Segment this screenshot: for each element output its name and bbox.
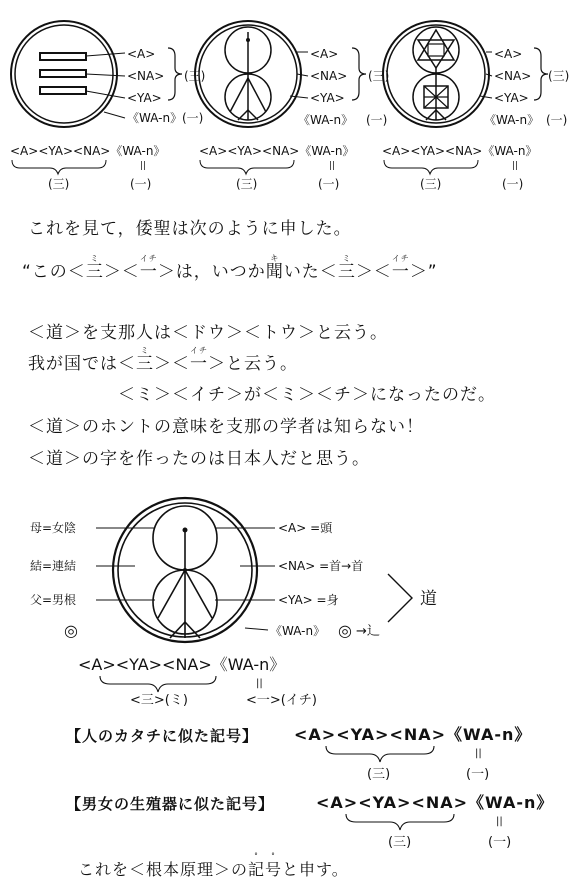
closing-line: これを＜根本原理＞の記°号°と申す。 <box>78 852 349 879</box>
ruby-ichi-1: 一イチ <box>139 254 158 282</box>
d2-brace-three: (三) <box>236 177 258 191</box>
text-line-7: ＜道＞の字を作ったのは日本人だと思う。 <box>28 449 370 469</box>
label-ya-body: <YA> =身 <box>278 593 339 607</box>
d2-brace-one: (一) <box>318 177 340 191</box>
row-2-three: (三) <box>388 835 412 850</box>
double-circle-right: ◎ <box>338 621 352 640</box>
big-formula: <A><YA><NA>《WA-n》 <box>78 655 286 674</box>
d3-label-a: <A> <box>494 47 523 61</box>
d2-label-wan: 《WA-n》 <box>298 113 354 127</box>
label-father: 父=男根 <box>30 593 77 607</box>
row-2-eq: || <box>496 816 503 827</box>
d3-label-ya: <YA> <box>494 91 529 105</box>
d3-label-wan: 《WA-n》 <box>484 113 540 127</box>
row-1-braces <box>0 740 581 784</box>
row-1-formula: <A><YA><NA>《WA-n》 <box>294 725 532 744</box>
ruby-ichi-3: 一イチ <box>190 346 208 374</box>
michi-char: 道 <box>420 589 437 609</box>
text-line-6: ＜道＞のホントの意味を支那の学者は知らない！ <box>28 417 424 437</box>
text-line-3: ＜道＞を支那人は＜ドウ＞＜トウ＞と云う。 <box>28 323 388 343</box>
top-braces <box>12 160 478 174</box>
ruby-san-2: 三ミ <box>337 254 356 282</box>
d1-label-ya: <YA> <box>127 91 162 105</box>
d3-brace-three: (三) <box>420 177 442 191</box>
row-1-heading: 【人のカタチに似た記号】 <box>66 727 259 745</box>
d2-one: (一) <box>366 113 388 127</box>
d1-label-a: <A> <box>127 47 156 61</box>
text-line-2: “この＜三ミ＞＜一イチ＞は，いつか聞キいた＜三ミ＞＜一イチ＞” <box>22 254 438 282</box>
text-line-4: 我が国では＜三ミ＞＜一イチ＞と云う。 <box>28 346 298 374</box>
label-mother: 母=女陰 <box>30 521 77 535</box>
label-a-head: <A> =頭 <box>278 521 333 535</box>
d2-label-a: <A> <box>310 47 339 61</box>
d1-formula: <A><YA><NA>《WA-n》 <box>10 144 166 158</box>
d2-label-ya: <YA> <box>310 91 345 105</box>
d2-three: (三) <box>368 69 390 83</box>
row-1-eq: || <box>475 748 482 759</box>
big-brace-three: <三>(ミ) <box>130 693 188 708</box>
row-2-braces <box>0 808 581 852</box>
line2-pre: “この＜ <box>22 262 86 282</box>
row-1-three: (三) <box>367 767 391 782</box>
label-bond: 結=連結 <box>30 559 77 573</box>
ruby-ichi-2: 一イチ <box>391 254 410 282</box>
row-2-heading: 【男女の生殖器に似た記号】 <box>66 795 275 813</box>
ruby-san-1: 三ミ <box>85 254 104 282</box>
d1-three: (三) <box>184 69 206 83</box>
d1-one: (一) <box>182 111 204 125</box>
d1-label-wan: 《WA-n》 <box>127 111 183 125</box>
top-diagrams <box>0 0 581 200</box>
double-circle-left: ◎ <box>64 621 78 640</box>
big-diagram <box>0 490 581 710</box>
row-1-one: (一) <box>466 767 490 782</box>
label-wan: 《WA-n》 <box>270 624 326 638</box>
d2-label-na: <NA> <box>310 69 348 83</box>
big-eq: || <box>256 678 263 689</box>
d2-eq: || <box>329 161 336 171</box>
row-2-one: (一) <box>488 835 512 850</box>
text-line-5: ＜ミ＞＜イチ＞が＜ミ＞＜チ＞になったのだ。 <box>118 385 496 405</box>
d3-brace-one: (一) <box>502 177 524 191</box>
text-line-1: これを見て，倭聖は次のように申した。 <box>28 219 352 239</box>
d3-three: (三) <box>548 69 570 83</box>
d1-eq: || <box>140 161 147 171</box>
label-na-neck: <NA> =首→首 <box>278 559 364 573</box>
ruby-ki: 記° <box>248 852 266 879</box>
d3-formula: <A><YA><NA>《WA-n》 <box>382 144 538 158</box>
d1-label-na: <NA> <box>127 69 165 83</box>
arrow-shinnyou: →辶 <box>356 624 380 639</box>
d1-brace-three: (三) <box>48 177 70 191</box>
d3-eq: || <box>512 161 519 171</box>
ruby-gou: 号° <box>265 852 283 879</box>
d3-label-na: <NA> <box>494 69 532 83</box>
big-brace-one: <一>(イチ) <box>246 693 317 708</box>
d3-one: (一) <box>546 113 568 127</box>
ruby-kiku: 聞キ <box>265 254 284 282</box>
ruby-san-3: 三ミ <box>136 346 154 374</box>
row-2-formula: <A><YA><NA>《WA-n》 <box>316 793 554 812</box>
d2-formula: <A><YA><NA>《WA-n》 <box>199 144 355 158</box>
d1-brace-one: (一) <box>130 177 152 191</box>
